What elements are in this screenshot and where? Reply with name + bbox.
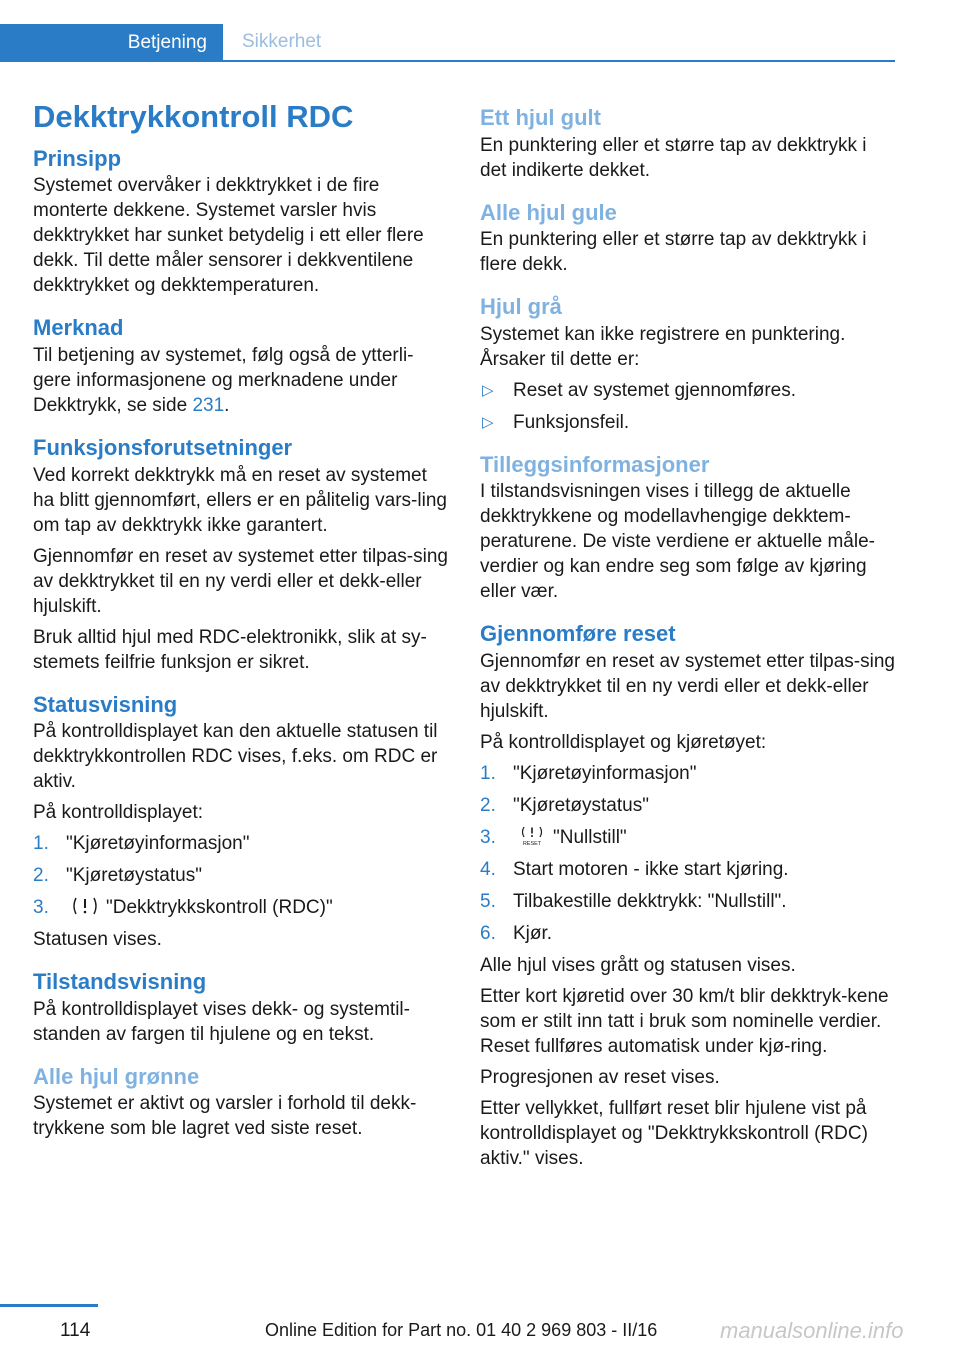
- bullet-text: Funksjonsfeil.: [513, 411, 630, 433]
- list-item: [480, 378, 896, 403]
- list-item: [480, 889, 896, 914]
- merknad-text-after: .: [224, 394, 230, 416]
- step-text: Tilbakestille dekktrykk: "Nullstill".: [513, 890, 787, 912]
- heading-status: Statusvisning: [33, 691, 178, 717]
- gra-bullets: [480, 378, 896, 435]
- step-text: "Kjøretøystatus": [66, 865, 202, 887]
- gra-text: Systemet kan ikke registrere en punktering. Årsaker til dette er:: [480, 323, 846, 370]
- list-item: [480, 825, 896, 850]
- step-number: 2.: [33, 865, 49, 887]
- reset-p6: Etter vellykket, fullført reset blir hjulene vist på kontrolldisplayet og "Dekktrykkskontroll (RDC) aktiv." vises.: [480, 1097, 868, 1169]
- step-text: "Kjøretøystatus": [513, 794, 649, 816]
- step-number: 1.: [33, 833, 49, 855]
- reset-p2: På kontrolldisplayet og kjøretøyet:: [480, 731, 767, 753]
- step-number: 6.: [480, 922, 496, 944]
- section-gra: [480, 293, 896, 435]
- heading-reset: Gjennomføre reset: [480, 621, 676, 647]
- step-number: 3.: [33, 897, 49, 919]
- edition-text: Online Edition for Part no. 01 40 2 969 803 - II/16: [265, 1320, 658, 1340]
- list-item: [33, 863, 449, 888]
- reset-p4: Etter kort kjøretid over 30 km/t blir dekktryk-kene som er stilt inn tatt i bruk som nominelle verdier. Reset fullføres automatisk under kjø-ring.: [480, 985, 889, 1057]
- list-item: [480, 857, 896, 882]
- status-p3: Statusen vises.: [33, 929, 162, 951]
- tilstand-text: På kontrolldisplayet vises dekk- og systemtil-standen av fargen til hjulene og en tekst.: [33, 998, 410, 1045]
- status-p2: På kontrolldisplayet:: [33, 802, 204, 824]
- tab-sikkerhet[interactable]: Sikkerhet: [223, 24, 895, 62]
- reset-icon-label: RESET: [522, 840, 542, 846]
- gronne-text: Systemet er aktivt og varsler i forhold til dekk-trykkene som ble lagret ved siste reset.: [33, 1093, 417, 1140]
- heading-gra: Hjul grå: [480, 294, 562, 320]
- section-tillegg: [480, 451, 896, 605]
- step-number: 3.: [480, 826, 496, 848]
- section-prinsipp: [33, 145, 449, 299]
- list-item: [480, 921, 896, 946]
- funksjon-p3: Bruk alltid hjul med RDC-elektronikk, slik at sy-stemets feilfrie funksjon er sikret.: [33, 626, 427, 673]
- heading-tillegg: Tilleggsinformasjoner: [480, 451, 710, 477]
- funksjon-p2: Gjennomfør en reset av systemet etter tilpas-sing av dekktrykket til en ny verdi eller et dekk-eller hjulskift.: [33, 545, 448, 617]
- tab-betjening[interactable]: Betjening: [0, 24, 223, 62]
- tillegg-text: I tilstandsvisningen vises i tillegg de aktuelle dekktrykkene og modellavhengige dekktem-peraturene. De viste verdiene er aktuelle måle-verdier og kan endre seg som følge av kjøring eller vær.: [480, 481, 875, 603]
- list-item: [33, 895, 449, 920]
- heading-merknad: Merknad: [33, 315, 124, 341]
- tire-pressure-warning-icon: [70, 896, 100, 916]
- merknad-text: [33, 343, 449, 418]
- heading-funksjon: Funksjonsforutsetninger: [33, 434, 293, 460]
- left-column: [33, 98, 449, 1157]
- section-gult: [480, 104, 896, 183]
- section-funksjon: [33, 434, 449, 675]
- tire-reset-icon: [517, 826, 547, 846]
- bullet-text: Reset av systemet gjennomføres.: [513, 379, 796, 401]
- right-column: [480, 104, 896, 1187]
- section-tilstand: [33, 968, 449, 1047]
- reset-p3: Alle hjul vises grått og statusen vises.: [480, 954, 796, 976]
- page-title: Dekktrykkontroll RDC: [33, 99, 354, 134]
- heading-gult: Ett hjul gult: [480, 105, 601, 130]
- page-number: 114: [60, 1320, 91, 1341]
- page-link-231[interactable]: 231: [192, 394, 225, 416]
- section-gronne: [33, 1063, 449, 1142]
- section-status: [33, 691, 449, 953]
- heading-prinsipp: Prinsipp: [33, 145, 122, 171]
- triangle-bullet-icon: ▷: [482, 413, 494, 431]
- list-item: [33, 831, 449, 856]
- step-number: 5.: [480, 890, 496, 912]
- step-number: 4.: [480, 858, 496, 880]
- chapter-tabs: [0, 24, 895, 62]
- section-gule: [480, 199, 896, 278]
- funksjon-p1: Ved korrekt dekktrykk må en reset av systemet ha blitt gjennomført, ellers er en pålitelig vars-ling om tap av dekktrykk ikke garantert.: [33, 464, 447, 536]
- triangle-bullet-icon: ▷: [482, 381, 494, 399]
- list-item: [480, 793, 896, 818]
- reset-p1: Gjennomfør en reset av systemet etter tilpas-sing av dekktrykket til en ny verdi eller et dekk-eller hjulskift.: [480, 650, 895, 722]
- section-reset: [480, 620, 896, 1171]
- watermark: manualsonline.info: [720, 1318, 904, 1343]
- status-steps: [33, 831, 449, 920]
- reset-steps: [480, 761, 896, 946]
- step-text: "Dekktrykkskontroll (RDC)": [106, 897, 333, 919]
- gult-text: En punktering eller et større tap av dekktrykk i det indikerte dekket.: [480, 134, 867, 181]
- prinsipp-text: Systemet overvåker i dekktrykket i de fire monterte dekkene. Systemet varsler hvis dekktrykket har sunket betydelig i ett eller flere dekk. Til dette måler sensorer i dekkventilene dekktrykket og dekktemperaturen.: [33, 175, 424, 297]
- heading-gule: Alle hjul gule: [480, 199, 617, 225]
- list-item: [480, 410, 896, 435]
- footer-rule: [0, 1304, 98, 1307]
- list-item: [480, 761, 896, 786]
- heading-gronne: Alle hjul grønne: [33, 1063, 200, 1089]
- step-text: "Kjøretøyinformasjon": [513, 762, 697, 784]
- section-merknad: [33, 314, 449, 418]
- gule-text: En punktering eller et større tap av dekktrykk i flere dekk.: [480, 229, 867, 276]
- reset-p5: Progresjonen av reset vises.: [480, 1066, 720, 1088]
- step-text: "Nullstill": [553, 826, 627, 848]
- step-number: 1.: [480, 762, 496, 784]
- step-text: Kjør.: [513, 922, 553, 944]
- step-number: 2.: [480, 794, 496, 816]
- heading-tilstand: Tilstandsvisning: [33, 969, 207, 995]
- status-p1: På kontrolldisplayet kan den aktuelle statusen til dekktrykkontrollen RDC vises, f.eks. om RDC er aktiv.: [33, 721, 438, 793]
- step-text: "Kjøretøyinformasjon": [66, 833, 250, 855]
- step-text: Start motoren - ikke start kjøring.: [513, 858, 789, 880]
- merknad-text-before: Til betjening av systemet, følg også de ytterli-gere informasjonene og merknadene under Dekktrykk, se side: [33, 344, 414, 416]
